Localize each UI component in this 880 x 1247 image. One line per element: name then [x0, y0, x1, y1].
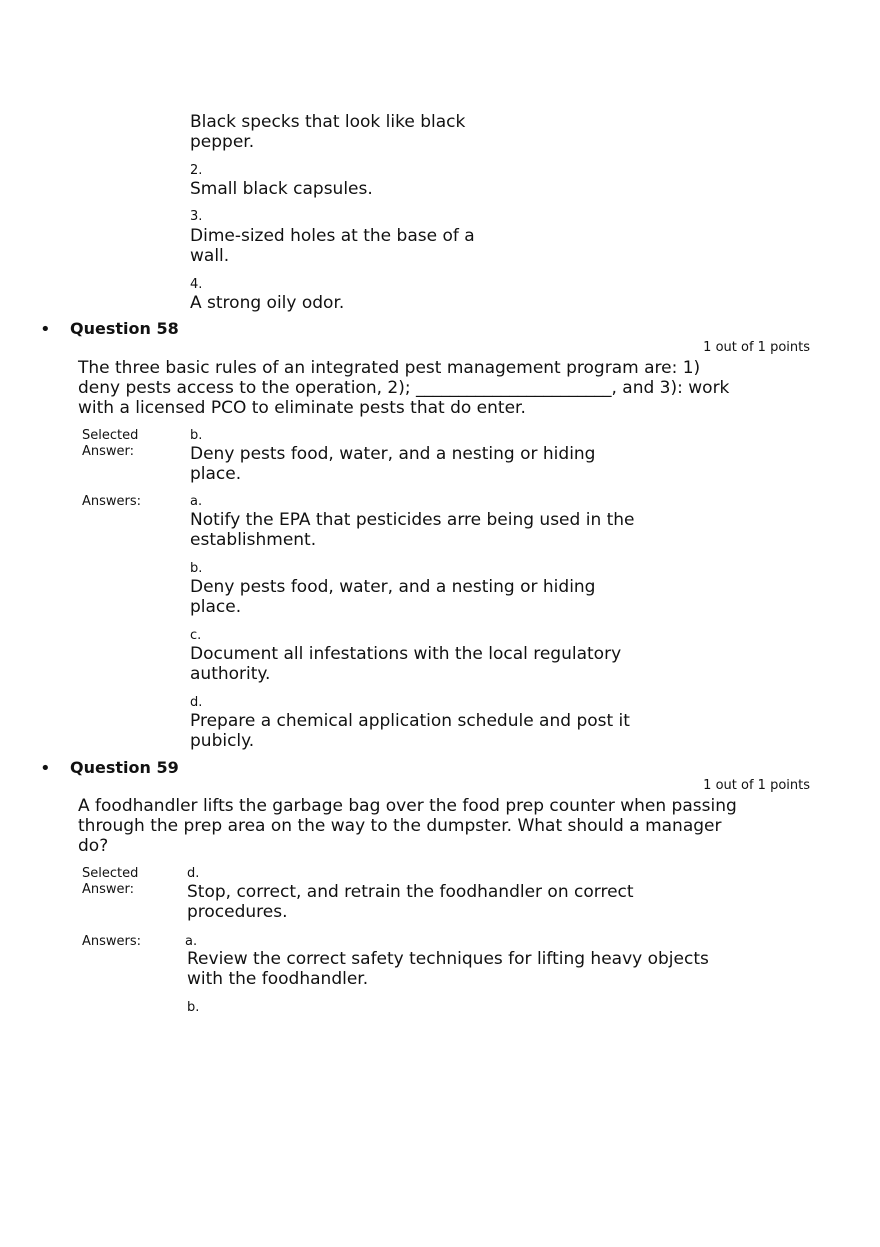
question-58-answer-a: Notify the EPA that pesticides arre being used in the establishment.	[190, 510, 635, 550]
carryover-answer-4: A strong oily odor.	[190, 293, 345, 313]
question-58-stem: The three basic rules of an integrated pest management program are: 1) deny pests access to the operation, 2); _______________________, and 3): work with a licensed PCO to eliminate pests that do enter.	[78, 358, 730, 418]
question-58-answers-label: Answers:	[82, 494, 142, 509]
question-59-answer-b-letter: b.	[187, 1000, 200, 1015]
carryover-answer-3: Dime-sized holes at the base of a wall.	[190, 226, 475, 266]
question-59-answer-a-letter: a.	[185, 934, 198, 949]
question-58-answer-d: Prepare a chemical application schedule and post it pubicly.	[190, 711, 630, 751]
question-58-selected-letter: b.	[190, 428, 203, 443]
question-58-answer-a-letter: a.	[190, 494, 203, 509]
carryover-answer-3-letter: 3.	[190, 209, 203, 224]
question-58-selected-answer: Deny pests food, water, and a nesting or hiding place.	[190, 444, 596, 484]
question-58-answer-c: Document all infestations with the local regulatory authority.	[190, 644, 622, 684]
question-58-title: Question 58	[70, 319, 179, 338]
question-59-selected-answer: Stop, correct, and retrain the foodhandler on correct procedures.	[187, 882, 634, 922]
question-59-points: 1 out of 1 points	[703, 778, 810, 793]
question-59-answers-label: Answers:	[82, 934, 142, 949]
question-59-stem: A foodhandler lifts the garbage bag over the food prep counter when passing through the prep area on the way to the dumpster. What should a manager do?	[78, 796, 737, 856]
question-59-selected-label: Selected Answer:	[82, 866, 139, 897]
question-58-points: 1 out of 1 points	[703, 340, 810, 355]
carryover-answer-1: Black specks that look like black pepper.	[190, 112, 466, 152]
question-59-selected-letter: d.	[187, 866, 200, 881]
question-58-selected-label: Selected Answer:	[82, 428, 139, 459]
bullet-icon: •	[40, 758, 51, 779]
bullet-icon: •	[40, 319, 51, 340]
question-58-answer-b: Deny pests food, water, and a nesting or hiding place.	[190, 577, 596, 617]
question-59-answer-a: Review the correct safety techniques for lifting heavy objects with the foodhandler.	[187, 949, 709, 989]
carryover-answer-2-letter: 2.	[190, 163, 203, 178]
carryover-answer-2: Small black capsules.	[190, 179, 373, 199]
question-58-answer-b-letter: b.	[190, 561, 203, 576]
question-59-title: Question 59	[70, 758, 179, 777]
question-58-answer-c-letter: c.	[190, 628, 202, 643]
question-58-answer-d-letter: d.	[190, 695, 203, 710]
carryover-answer-4-letter: 4.	[190, 277, 203, 292]
